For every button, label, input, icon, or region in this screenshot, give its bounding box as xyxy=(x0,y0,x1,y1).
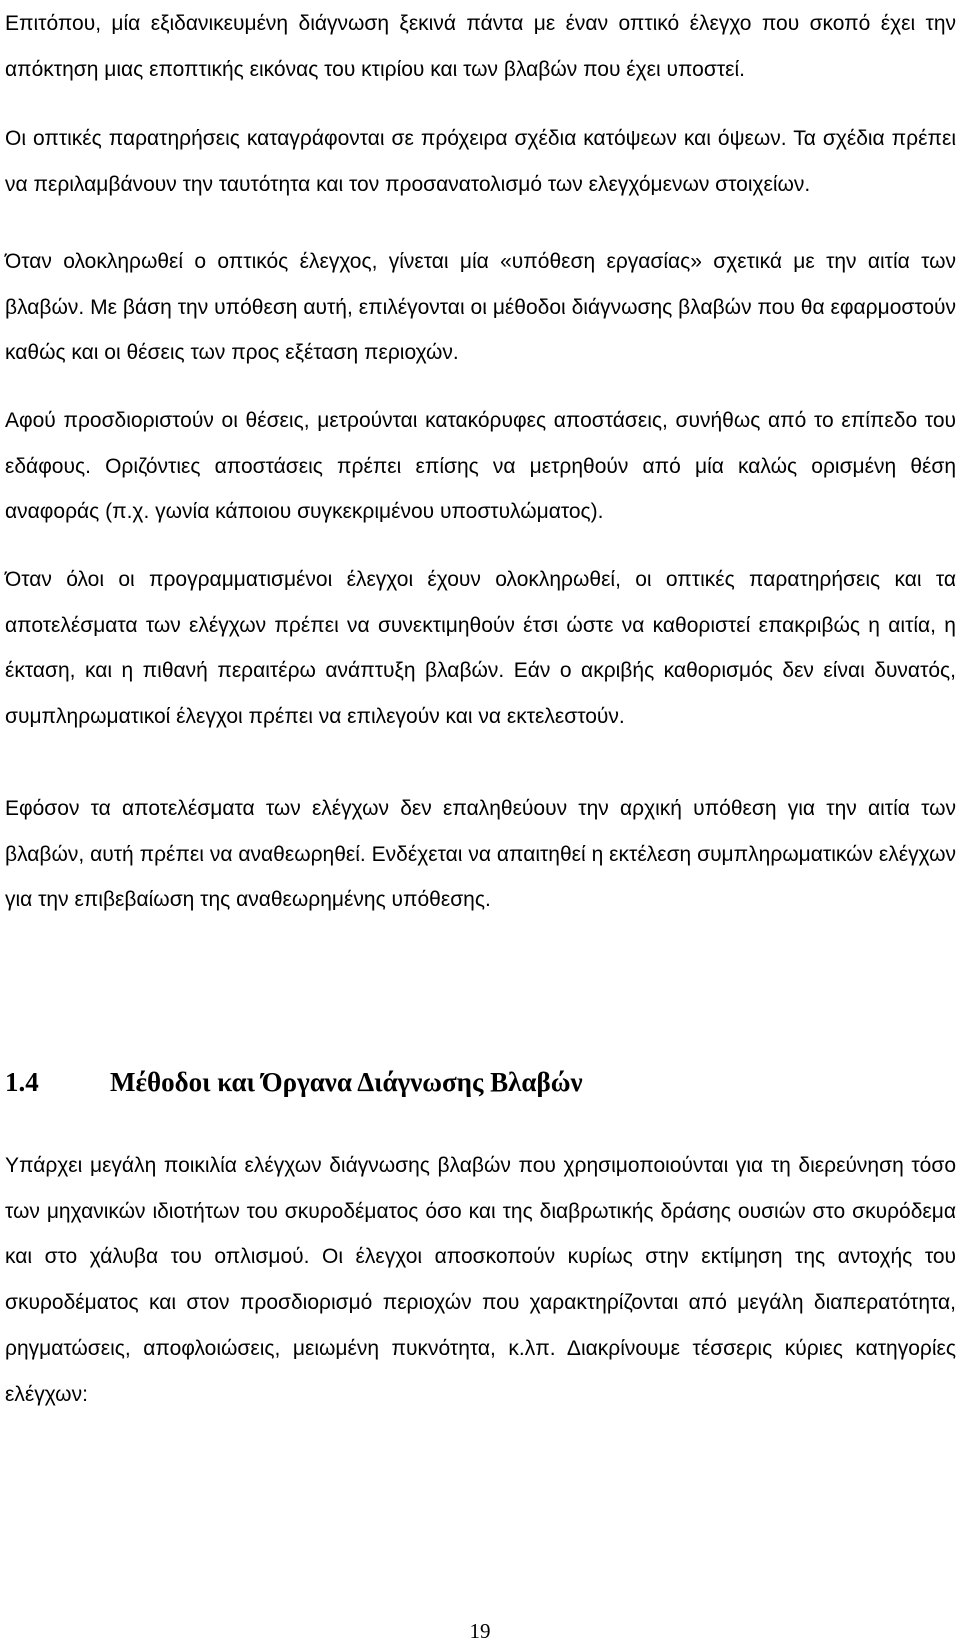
section-heading xyxy=(5,1064,956,1100)
paragraph-methods-overview: Υπάρχει μεγάλη ποικιλία ελέγχων διάγνωσης βλαβών που χρησιμοποιούνται για τη διερεύνηση τόσο των μηχανικών ιδιοτήτων του σκυροδέματος όσο και της διαβρωτικής δράσης ουσιών στο σκυρόδεμα και στο χάλυβα του οπλισμού. Οι έλεγχοι αποσκοπούν κυρίως στην εκτίμηση της αντοχής του σκυροδέματος και στον προσδιορισμό περιοχών που χαρακτηρίζονται από μεγάλη διαπερατότητα, ρηγματώσεις, αποφλοιώσεις, μειωμένη πυκνότητα, κ.λπ. Διακρίνουμε τέσσερις κύριες κατηγορίες ελέγχων: xyxy=(5,1154,956,1406)
paragraph-distances: Αφού προσδιοριστούν οι θέσεις, μετρούνται κατακόρυφες αποστάσεις, συνήθως από το επίπεδο του εδάφους. Οριζόντιες αποστάσεις πρέπει επίσης να μετρηθούν από μία καλώς ορισμένη θέση αναφοράς (π.χ. γωνία κάποιου συγκεκριμένου υποστυλώματος). xyxy=(5,409,956,524)
paragraph-inspection-intro: Επιτόπου, μία εξιδανικευμένη διάγνωση ξεκινά πάντα με έναν οπτικό έλεγχο που σκοπό έχει την απόκτηση μιας εποπτικής εικόνας του κτιρίου και των βλαβών που έχει υποστεί. xyxy=(5,12,956,81)
paragraph-working-hypothesis: Όταν ολοκληρωθεί ο οπτικός έλεγχος, γίνεται μία «υπόθεση εργασίας» σχετικά με την αιτία των βλαβών. Με βάση την υπόθεση αυτή, επιλέγονται οι μέθοδοι διάγνωσης βλαβών που θα εφαρμοστούν καθώς και οι θέσεις των προς εξέταση περιοχών. xyxy=(5,250,956,365)
page-number: 19 xyxy=(469,1619,491,1643)
paragraph-revision: Εφόσον τα αποτελέσματα των ελέγχων δεν επαληθεύουν την αρχική υπόθεση για την αιτία των βλαβών, αυτή πρέπει να αναθεωρηθεί. Ενδέχεται να απαιτηθεί η εκτέλεση συμπληρωματικών ελέγχων για την επιβεβαίωση της αναθεωρημένης υπόθεσης. xyxy=(5,797,956,912)
section-title: Μέθοδοι και Όργανα Διάγνωσης Βλαβών xyxy=(110,1067,583,1097)
section-number: 1.4 xyxy=(5,1067,39,1097)
paragraph-sketches: Οι οπτικές παρατηρήσεις καταγράφονται σε πρόχειρα σχέδια κατόψεων και όψεων. Τα σχέδια πρέπει να περιλαμβάνουν την ταυτότητα και τον προσανατολισμό των ελεγχόμενων στοιχείων. xyxy=(5,127,956,196)
paragraph-assessment: Όταν όλοι οι προγραμματισμένοι έλεγχοι έχουν ολοκληρωθεί, οι οπτικές παρατηρήσεις και τα αποτελέσματα των ελέγχων πρέπει να συνεκτιμηθούν έτσι ώστε να καθοριστεί επακριβώς η αιτία, η έκταση, και η πιθανή περαιτέρω ανάπτυξη βλαβών. Εάν ο ακριβής καθορισμός δεν είναι δυνατός, συμπληρωματικοί έλεγχοι πρέπει να επιλεγούν και να εκτελεστούν. xyxy=(5,568,956,729)
